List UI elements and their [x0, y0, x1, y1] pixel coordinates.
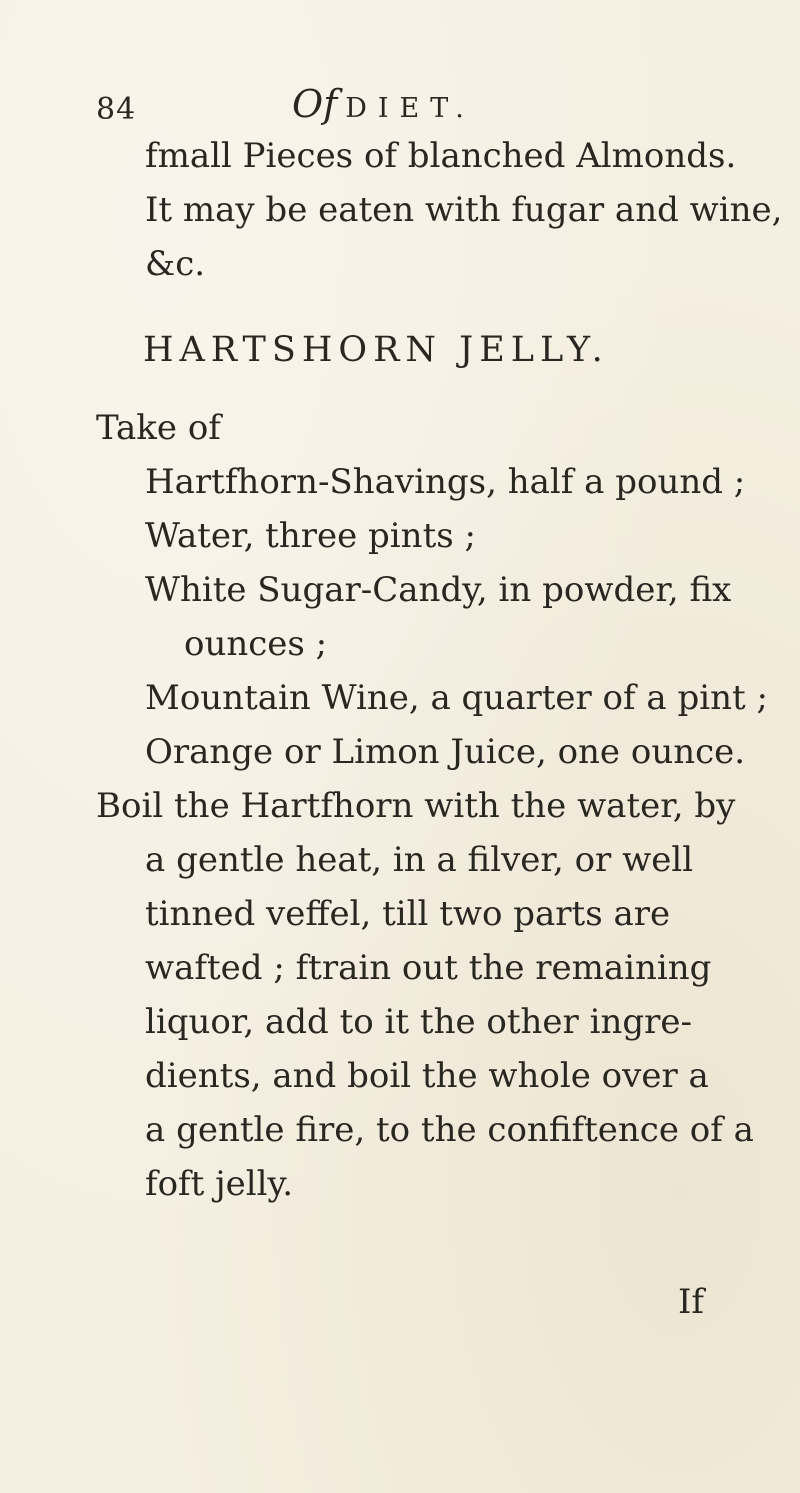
ingredient-line: Hartfhorn-Shavings, half a pound ;: [145, 462, 746, 502]
text-line: tinned veffel, till two parts are: [145, 894, 671, 934]
text-line: a gentle heat, in a filver, or well: [145, 840, 694, 880]
catchword: If: [678, 1282, 705, 1322]
running-head: [292, 82, 475, 126]
running-head-of: Of: [292, 82, 338, 126]
text-line: liquor, add to it the other ingre-: [145, 1002, 693, 1042]
text-line: fmall Pieces of blanched Almonds.: [145, 136, 737, 176]
text-line: wafted ; ftrain out the remaining: [145, 948, 712, 988]
running-head-title: DIET.: [345, 93, 475, 124]
text-line: Take of: [96, 408, 221, 448]
text-line: &c.: [145, 244, 206, 284]
page-header: [96, 82, 740, 132]
text-line: Boil the Hartfhorn with the water, by: [96, 786, 736, 826]
page-number: 84: [96, 92, 137, 127]
text-line: dients, and boil the whole over a: [145, 1056, 709, 1096]
ingredient-line: Orange or Limon Juice, one ounce.: [145, 732, 746, 772]
text-line: It may be eaten with fugar and wine,: [145, 190, 783, 230]
ingredient-line: Mountain Wine, a quarter of a pint ;: [145, 678, 768, 718]
section-heading: HARTSHORN JELLY.: [143, 330, 609, 370]
text-line: a gentle fire, to the confiftence of a: [145, 1110, 754, 1150]
text-line: foft jelly.: [145, 1164, 294, 1204]
ingredient-line: Water, three pints ;: [145, 516, 476, 556]
ingredient-line: White Sugar-Candy, in powder, fix: [145, 570, 732, 610]
ingredient-line: ounces ;: [184, 624, 328, 664]
